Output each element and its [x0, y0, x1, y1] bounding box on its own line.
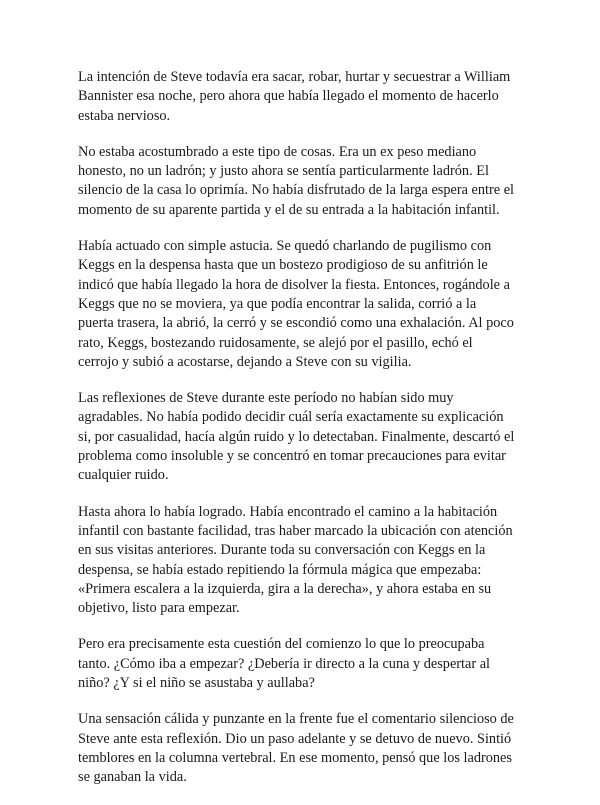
paragraph-7: Una sensación cálida y punzante en la frente fue el comentario silencioso de Steve ante esta reflexión. Dio un paso adelante y se detuvo de nuevo. Sintió temblores en la columna vertebral. En ese momento, pensó que los ladrones se ganaban la vida.: [78, 711, 514, 786]
document-page: [78, 68, 530, 805]
paragraph-1: La intención de Steve todavía era sacar, robar, hurtar y secuestrar a William Bannister esa noche, pero ahora que había llegado el momento de hacerlo estaba nervioso.: [78, 69, 511, 124]
paragraph-4: Las reflexiones de Steve durante este período no habían sido muy agradables. No había podido decidir cuál sería exactamente su explicación si, por casualidad, hacía algún ruido y lo detectaban. Finalmente, descartó el problema como insoluble y se concentró en tomar precauciones para evitar cualquier ruido.: [78, 390, 515, 484]
paragraph-5: Hasta ahora lo había logrado. Había encontrado el camino a la habitación infantil con bastante facilidad, tras haber marcado la ubicación con atención en sus visitas anteriores. Durante toda su conversación con Keggs en la despensa, se había estado repitiendo la fórmula mágica que empezaba: «Primera escalera a la izquierda, gira a la derecha», y ahora estaba en su objetivo, listo para empezar.: [78, 503, 513, 617]
paragraph-6: Pero era precisamente esta cuestión del comienzo lo que lo preocupaba tanto. ¿Cómo iba a empezar? ¿Debería ir directo a la cuna y despertar al niño? ¿Y si el niño se asustaba y aullaba?: [78, 636, 491, 692]
paragraph-3: Había actuado con simple astucia. Se quedó charlando de pugilismo con Keggs en la despensa hasta que un bostezo prodigioso de su anfitrión le indicó que había llegado la hora de disolver la fiesta. Entonces, rogándole a Keggs que no se moviera, ya que podía encontrar la salida, corrió a la puerta trasera, la abrió, la cerró y se escondió como una exhalación. Al poco rato, Keggs, bostezando ruidosamente, se alejó por el pasillo, echó el cerrojo y subió a acostarse, dejando a Steve con su vigilia.: [78, 238, 514, 370]
paragraph-2: No estaba acostumbrado a este tipo de cosas. Era un ex peso mediano honesto, no un ladrón; y justo ahora se sentía particularmente ladrón. El silencio de la casa lo oprimía. No había disfrutado de la larga espera entre el momento de su aparente partida y el de su entrada a la habitación infantil.: [78, 143, 515, 218]
